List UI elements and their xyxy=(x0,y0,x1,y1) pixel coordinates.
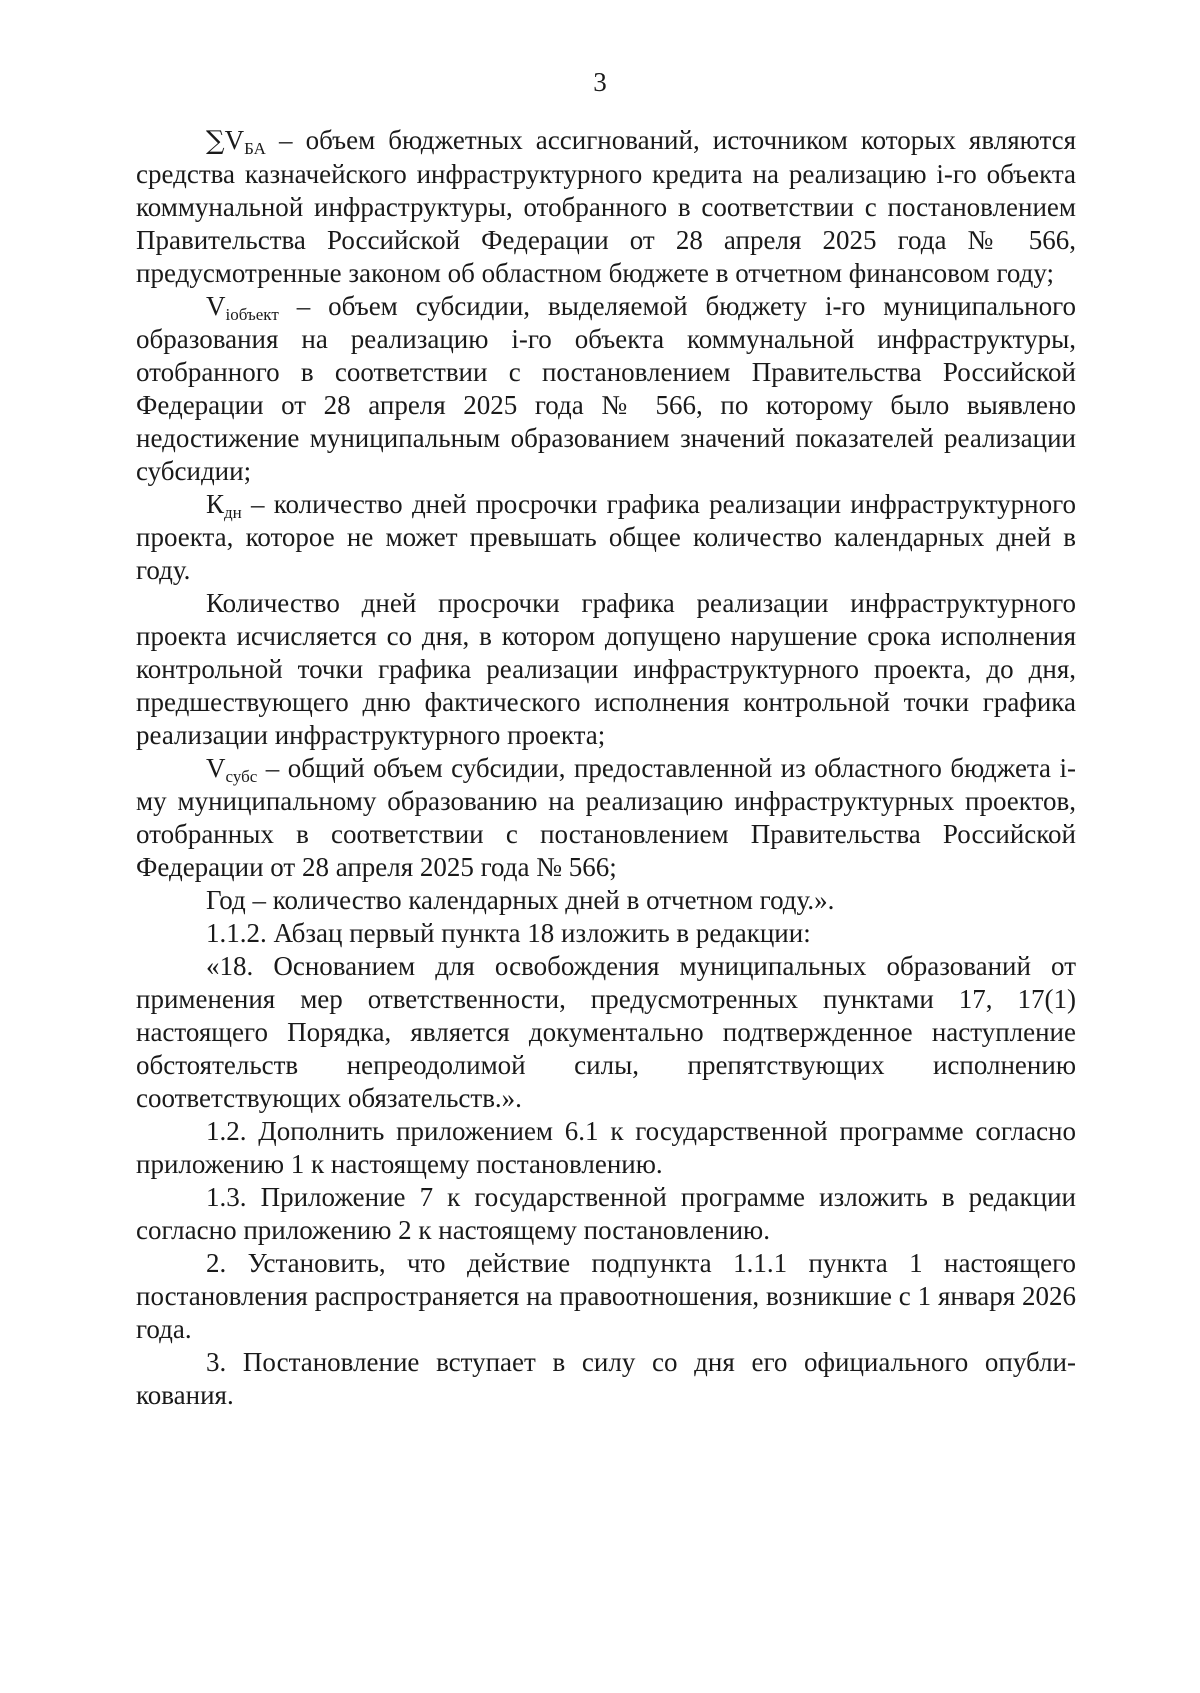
symbol-subscript: дн xyxy=(224,503,242,522)
formula-symbol xyxy=(206,489,242,522)
page-number: 3 xyxy=(593,67,607,97)
formula-symbol xyxy=(206,125,266,158)
definition-text: – объем субсидии, выделяемой бюджету i-го муниципального образования на реализацию i-го объекта коммунальной инфраструктуры, отобранного в соответствии с постановлением Правительства Российской Федерации от 28 апреля 2025 года № 566, по которому было выявлено недостижение муниципальным образованием значений показателей реализации субсидии; xyxy=(136,291,1076,486)
definition-v-iobject xyxy=(136,290,1076,488)
document-body xyxy=(136,124,1076,1412)
definition-text: – объем бюджетных ассигнований, источником которых являются средства казначейского инфраструктурного кредита на реализацию i-го объекта коммунальной инфраструктуры, отобранного в соответствии с постановлением Правительства Российской Федерации от 28 апреля 2025 года № 566, предусмотренные законом об областном бюджете в отчетном финансовом году; xyxy=(136,125,1076,288)
paragraph-1-3: 1.3. Приложение 7 к государственной программе изложить в редакции согласно приложению 2 к настоящему постановлению. xyxy=(136,1182,1076,1245)
symbol-subscript: iобъект xyxy=(225,305,279,324)
paragraph-1-1-2: 1.1.2. Абзац первый пункта 18 изложить в редакции: xyxy=(206,918,811,948)
symbol-subscript: субс xyxy=(225,767,258,786)
definition-text: – количество дней просрочки графика реализации инфраструктурного проекта, которое не может превышать общее количество календарных дней в году. xyxy=(136,489,1076,585)
paragraph-year: Год – количество календарных дней в отчетном году.». xyxy=(206,885,835,915)
definition-v-subs xyxy=(136,752,1076,884)
definition-k-dn xyxy=(136,488,1076,587)
paragraph-2: 2. Установить, что действие подпункта 1.1.1 пункта 1 настоящего постановления распространяется на правоотношения, возникшие с 1 января 2026 года. xyxy=(136,1248,1076,1344)
sigma-symbol: ∑ xyxy=(206,126,225,156)
formula-symbol xyxy=(206,291,279,324)
symbol-subscript: БА xyxy=(244,139,266,158)
definition-text: – общий объем субсидии, предоставленной из областного бюджета i-му муниципальному образованию на реализацию инфраструктурных проектов, отобранных в соответствии с постановлением Правительства Российской Федерации от 28 апреля 2025 года № 566; xyxy=(136,753,1076,882)
symbol-main: V xyxy=(206,753,226,783)
paragraph-overdue-days: Количество дней просрочки графика реализации инфраструктурного проекта исчисляется со дня, в котором допущено нарушение срока исполнения контрольной точки графика реализации инфраструктурного проекта, до дня, предшествующего дню фактического исполнения контрольной точки графика реализации инфраструктурного проекта; xyxy=(136,588,1076,750)
definition-sum-v-ba xyxy=(136,124,1076,290)
paragraph-item-18: «18. Основанием для освобождения муниципальных образований от применения мер ответственности, предусмотренных пунктами 17, 17(1) настоящего Порядка, является документально подтвержденное наступление обстоятельств непреодолимой силы, препятствующих исполнению соответствующих обязательств.». xyxy=(136,951,1076,1113)
symbol-main: V xyxy=(224,125,245,155)
paragraph-3: 3. Постановление вступает в силу со дня его официального опубли-кования. xyxy=(136,1347,1076,1410)
symbol-main: К xyxy=(206,489,225,519)
paragraph-1-2: 1.2. Дополнить приложением 6.1 к государственной программе согласно приложению 1 к настоящему постановлению. xyxy=(136,1116,1076,1179)
symbol-main: V xyxy=(206,291,226,321)
formula-symbol xyxy=(206,753,258,786)
